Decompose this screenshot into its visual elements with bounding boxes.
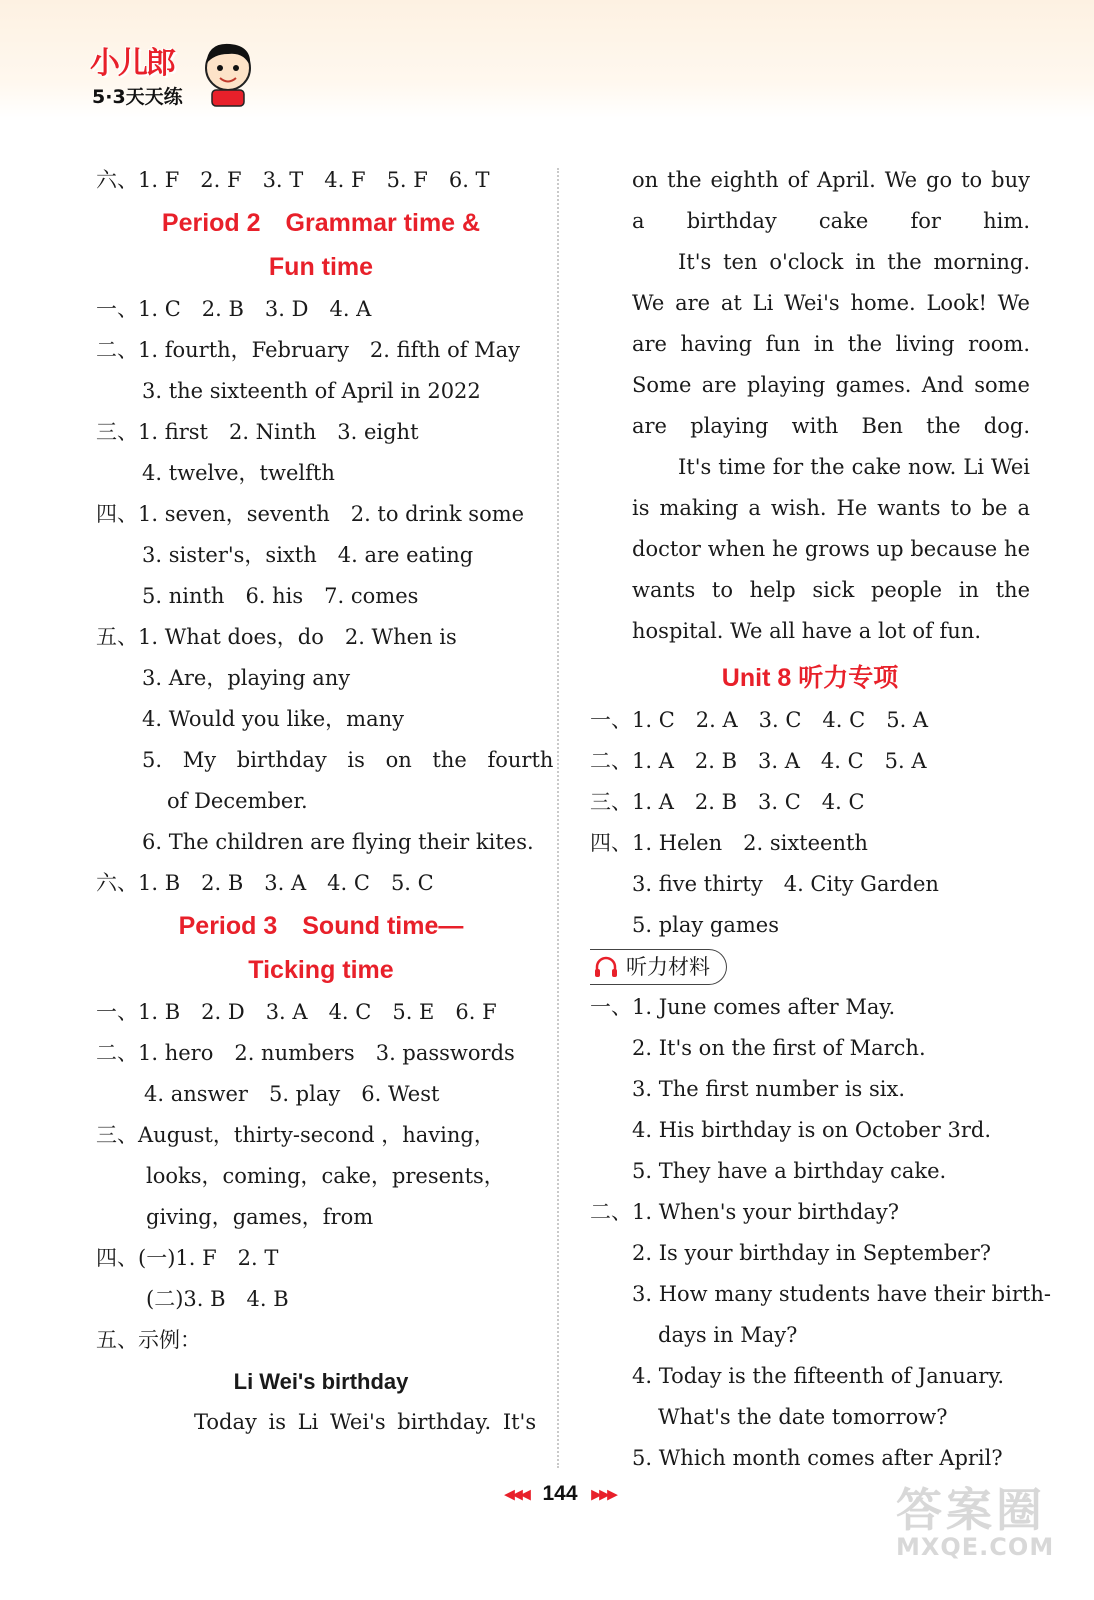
answer-line: 5. play games xyxy=(632,913,780,937)
listening-section xyxy=(590,946,1030,987)
right-column xyxy=(590,160,1051,1479)
transcript-line: days in May? xyxy=(658,1323,798,1347)
composition-paragraph: It's time for the cake now. Li Wei is making a wish. He wants to be a doctor when he grows up because he wants to help sick people in the hospital. We all have a lot of fun. xyxy=(632,455,1030,643)
answer-line: 三、1. first 2. Ninth 3. eight xyxy=(96,420,419,444)
answer-line: 六、1. F 2. F 3. T 4. F 5. F 6. T xyxy=(96,168,490,192)
brand-name: 小儿郎 xyxy=(90,46,174,81)
period-3-title: Period 3 Sound time— xyxy=(178,912,464,940)
answer-line: 五、示例： xyxy=(96,1328,201,1352)
answer-line: 一、1. C 2. B 3. D 4. A xyxy=(96,297,372,321)
transcript-line: 4. His birthday is on October 3rd. xyxy=(632,1118,992,1142)
answer-line: 5. ninth 6. his 7. comes xyxy=(142,584,419,608)
answer-line: 3. Are，playing any xyxy=(142,666,351,690)
answer-line: 二、1. hero 2. numbers 3. passwords xyxy=(96,1041,515,1065)
period-3-subtitle: Ticking time xyxy=(248,956,394,984)
transcript-line: What's the date tomorrow? xyxy=(658,1405,948,1429)
answer-line: 一、1. C 2. A 3. C 4. C 5. A xyxy=(590,708,929,732)
column-divider xyxy=(557,168,559,1468)
watermark-logo-text: 答案圈 xyxy=(896,1483,1046,1537)
composition-title: Li Wei's birthday xyxy=(233,1369,409,1394)
watermark-url: MXQE.COM xyxy=(896,1533,1055,1561)
answer-line: 三、1. A 2. B 3. C 4. C xyxy=(590,790,865,814)
mascot-icon xyxy=(198,38,260,108)
answer-line: 四、1. Helen 2. sixteenth xyxy=(590,831,868,855)
period-2-title: Period 2 Grammar time & xyxy=(161,209,481,237)
answer-line: 4. answer 5. play 6. West xyxy=(144,1082,440,1106)
answer-line: 六、1. B 2. B 3. A 4. C 5. C xyxy=(96,871,434,895)
headphones-icon xyxy=(594,956,618,978)
watermark xyxy=(896,1483,1076,1561)
answer-line: 5. My birthday is on the fourth xyxy=(142,748,554,772)
answer-line: 4. twelve，twelfth xyxy=(142,461,335,485)
answer-line: 3. sister's，sixth 4. are eating xyxy=(142,543,474,567)
listening-tag xyxy=(590,949,727,985)
next-arrows-icon: ▶▶▶ xyxy=(591,1486,616,1502)
transcript-line: 3. The first number is six. xyxy=(632,1077,906,1101)
answer-line: 四、1. seven，seventh 2. to drink some xyxy=(96,502,525,526)
answer-line: 3. the sixteenth of April in 2022 xyxy=(142,379,481,403)
answer-line: (二)3. B 4. B xyxy=(146,1287,289,1311)
answer-line: 3. five thirty 4. City Garden xyxy=(632,872,939,896)
answer-line: 一、1. B 2. D 3. A 4. C 5. E 6. F xyxy=(96,1000,497,1024)
transcript-line: 5. They have a birthday cake. xyxy=(632,1159,947,1183)
answer-line: of December. xyxy=(167,789,308,813)
transcript-line: 一、1. June comes after May. xyxy=(590,995,896,1019)
transcript-line: 2. Is your birthday in September? xyxy=(632,1241,991,1265)
answer-line: 三、August，thirty-second ，having， xyxy=(96,1123,495,1147)
prev-arrows-icon: ◀◀◀ xyxy=(504,1486,529,1502)
answer-line: 五、1. What does，do 2. When is xyxy=(96,625,457,649)
period-2-subtitle: Fun time xyxy=(268,253,374,281)
composition-paragraph: on the eighth of April. We go to buy a birthday cake for him. xyxy=(632,168,1030,233)
composition-line: Today is Li Wei's birthday. It's xyxy=(194,1410,537,1434)
listening-tag-label: 听力材料 xyxy=(626,954,710,979)
composition-paragraph: It's ten o'clock in the morning. We are at Li Wei's home. Look! We are having fun in the living room. Some are playing games. And some are playing with Ben the dog. xyxy=(632,250,1030,438)
answer-line: giving，games，from xyxy=(146,1205,374,1229)
series-name: 5·3天天练 xyxy=(92,86,183,108)
transcript-line: 二、1. When's your birthday? xyxy=(590,1200,899,1224)
page-number: 144 xyxy=(542,1482,578,1505)
answer-line: 6. The children are flying their kites. xyxy=(142,830,534,854)
unit-8-title: Unit 8 听力专项 xyxy=(721,664,899,692)
answer-line: 二、1. A 2. B 3. A 4. C 5. A xyxy=(590,749,927,773)
transcript-line: 4. Today is the fifteenth of January. xyxy=(632,1364,1005,1388)
answer-line: 4. Would you like，many xyxy=(142,707,404,731)
answer-line: looks，coming，cake，presents， xyxy=(146,1164,505,1188)
transcript-line: 5. Which month comes after April? xyxy=(632,1446,1003,1470)
transcript-line: 2. It's on the first of March. xyxy=(632,1036,926,1060)
page-number-bar xyxy=(470,1482,650,1506)
left-column xyxy=(96,160,554,1443)
transcript-line: 3. How many students have their birth- xyxy=(632,1282,1051,1306)
answer-line: 四、(一)1. F 2. T xyxy=(96,1246,279,1270)
answer-line: 二、1. fourth，February 2. fifth of May xyxy=(96,338,521,362)
